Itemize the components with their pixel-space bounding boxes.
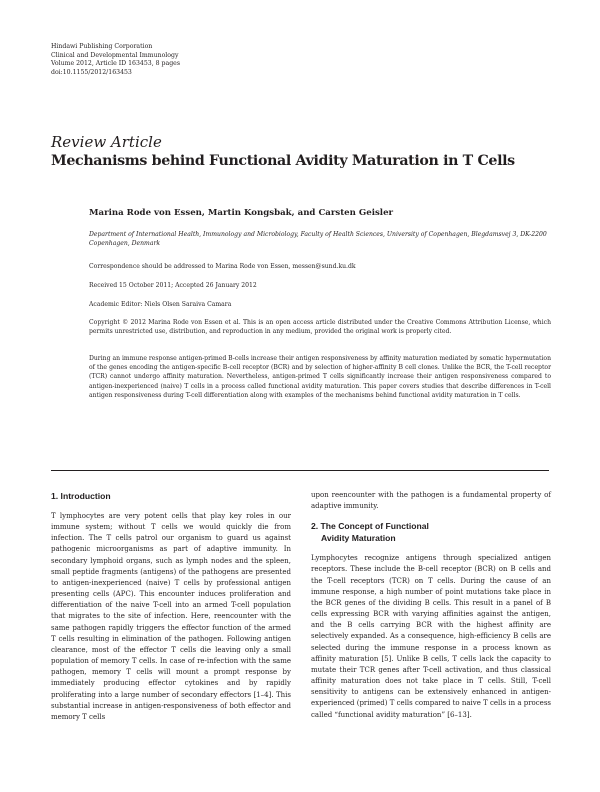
- affiliation: Department of International Health, Immunology and Microbiology, Faculty of Health Sciences, University of Copenhagen, Blegdamsvej 3, DK-2200 Copenhagen, Denmark: [89, 231, 547, 248]
- introduction-continued: upon reencounter with the pathogen is a fundamental property of adaptive immunity.: [311, 491, 551, 511]
- introduction-paragraph: T lymphocytes are very potent cells that play key roles in our immune system; without T cells we would quickly die from infection. The T cells patrol our organism to guard us against pathogenic microorganisms as part of adaptive immunity. In secondary lymphoid organs, such as lymph nodes and the spleen, small peptide fragments (antigens) of the pathogens are presented to antigen-inexperienced (naive) T cells by professional antigen presenting cells (APC). This encounter induces proliferation and differentiation of the naive T-cell into an armed T-cell population that migrates to the site of infection. Here, reencounter with the same pathogen rapidly triggers the effector function of the armed T cells resulting in elimination of the pathogen. Following antigen clearance, most of the effector T cells die leaving only a small population of memory T cells. In case of re-infection with the same pathogen, memory T cells will mount a prompt response by immediately producing effector cytokines and by rapidly proliferating into a large number of secondary effectors [1–4]. This substantial increase in antigen-responsiveness of both effector and memory T cells: [51, 512, 291, 721]
- volume-info: Volume 2012, Article ID 163453, 8 pages: [51, 60, 181, 68]
- academic-editor: Academic Editor: Niels Olsen Saraiva Camara: [89, 301, 232, 308]
- journal-name: Clinical and Developmental Immunology: [51, 51, 179, 59]
- received-accepted-dates: Received 15 October 2011; Accepted 26 January 2012: [89, 282, 257, 289]
- concept-paragraph: Lymphocytes recognize antigens through specialized antigen receptors. These include the B-cell receptor (BCR) on B cells and the T-cell receptors (TCR) on T cells. During the cause of an immune response, a high number of point mutations take place in the BCR genes of the dividing B cells. This result in a panel of B cells expressing BCR with varying affinities against the antigen, and the B cells carrying BCR with the highest affinity are selectively expanded. As a consequence, high-efficiency B cells are selected during the immune response in a process known as affinity maturation [5]. Unlike B cells, T cells lack the capacity to mutate their TCR genes after T-cell activation, and thus classical affinity maturation does not take place in T cells. Still, T-cell sensitivity to antigens can be extensively enhanced in antigen-experienced (primed) T cells compared to naive T cells in a process called “functional avidity maturation” [6–13].: [311, 554, 552, 719]
- right-column: [311, 490, 551, 721]
- abstract: During an immune response antigen-primed B-cells increase their antigen responsiveness by affinity maturation mediated by somatic hypermutation of the genes encoding the antigen-specific B-cell receptor (BCR) and by selection of higher-affinity B cell clones. Unlike the BCR, the T-cell receptor (TCR) cannot undergo affinity maturation. Nevertheless, antigen-primed T cells significantly increase their antigen responsiveness compared to antigen-inexperienced (naive) T cells in a process called functional avidity maturation. This paper covers studies that describe differences in T-cell antigen responsiveness during T-cell differentiation along with examples of the mechanisms behind functional avidity maturation in T cells.: [89, 355, 551, 399]
- journal-header: [51, 43, 180, 77]
- doi: doi:10.1155/2012/163453: [51, 68, 132, 76]
- section-heading-concept: [311, 520, 551, 544]
- article-title: Mechanisms behind Functional Avidity Maturation in T Cells: [51, 153, 515, 169]
- article-type: Review Article: [51, 133, 162, 151]
- copyright-notice: Copyright © 2012 Marina Rode von Essen et al. This is an open access article distributed under the Creative Commons Attribution License, which permits unrestricted use, distribution, and reproduction in any medium, provided the original work is properly cited.: [89, 319, 551, 336]
- publisher-name: Hindawi Publishing Corporation: [51, 43, 153, 50]
- left-column: [51, 490, 291, 723]
- section-heading-concept-line2: Avidity Maturation: [321, 533, 396, 544]
- section-heading-introduction: 1. Introduction: [51, 491, 111, 501]
- correspondence: Correspondence should be addressed to Marina Rode von Essen, messen@sund.ku.dk: [89, 263, 356, 270]
- section-heading-concept-line1: 2. The Concept of Functional: [311, 521, 429, 532]
- section-divider: [51, 470, 549, 471]
- author-list: Marina Rode von Essen, Martin Kongsbak, and Carsten Geisler: [89, 208, 394, 218]
